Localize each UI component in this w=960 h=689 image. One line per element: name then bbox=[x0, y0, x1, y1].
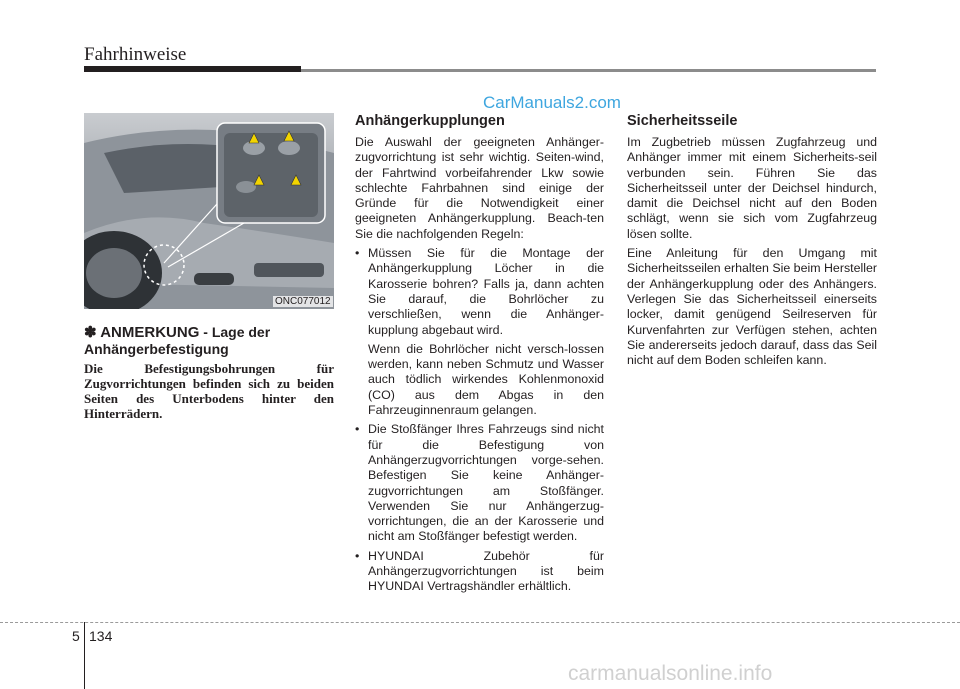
site-watermark-bottom: carmanualsonline.info bbox=[568, 662, 773, 685]
section-title: Anhängerkupplungen bbox=[355, 113, 505, 129]
bullet-item bbox=[355, 422, 604, 544]
bullet-icon: • bbox=[355, 548, 360, 563]
bullet-text: Müssen Sie für die Montage der Anhängerkupplung Löcher in die Karosserie bohren? Falls ja, dann achten Sie darauf, die Bohrlöcher zu verschließen, wenn die Anhänger-kupplung abgebaut wird. bbox=[368, 246, 604, 337]
bullet-item bbox=[355, 549, 604, 595]
figure-code: ONC077012 bbox=[275, 296, 331, 307]
bullet-icon: • bbox=[355, 422, 360, 437]
note-subtitle: - Lage der Anhängerbefestigung bbox=[84, 324, 271, 357]
bullet-text: HYUNDAI Zubehör für Anhängerzugvorrichtungen ist beim HYUNDAI Vertragshändler erhältlich. bbox=[368, 548, 604, 594]
section-intro: Die Auswahl der geeigneten Anhänger-zugvorrichtung ist sehr wichtig. Seiten-wind, der Fahrtwind vorbeifahrender Lkw sowie schlechte Fahrbahnen sind einige der Gründe für die Notwendigkeit einer geeigneten Anhängerkupplung. Beach-ten Sie die nachfolgenden Regeln: bbox=[355, 135, 604, 241]
note-title: ANMERKUNG bbox=[100, 324, 200, 341]
note-symbol-icon: ✽ bbox=[84, 324, 97, 341]
chapter-number: 5 bbox=[72, 628, 80, 644]
bullet-text: Die Stoßfänger Ihres Fahrzeugs sind nicht für die Befestigung von Anhängerzugvorrichtungen vorge-sehen. Befestigen Sie keine Anhänger-zugvorrichtungen am Stoßfänger. Verwenden Sie nur Anhängerzug-vorrichtungen, die an der Karosserie und nicht am Stoßfänger befestigt werden. bbox=[368, 422, 604, 544]
header-rule-dark bbox=[84, 66, 301, 72]
bullet-icon: • bbox=[355, 246, 360, 261]
section-anhaengerkupplungen bbox=[355, 113, 604, 599]
section-sicherheitsseile bbox=[627, 113, 877, 372]
bullet-item bbox=[355, 246, 604, 338]
footer-rule bbox=[0, 622, 960, 623]
page-number: 134 bbox=[89, 628, 113, 644]
paragraph: Im Zugbetrieb müssen Zugfahrzeug und Anhänger immer mit einem Sicherheits-seil verbunden sein. Führen Sie das Sicherheitsseil unter der Deichsel hindurch, damit die Deichsel nicht auf den Boden schlägt, wenn sie sich vom Zugfahrzeug lösen sollte. bbox=[627, 135, 877, 241]
footer-divider bbox=[84, 622, 85, 689]
section-title: Sicherheitsseile bbox=[627, 113, 738, 129]
car-rear-drawing bbox=[84, 113, 334, 309]
site-watermark-top: CarManuals2.com bbox=[483, 93, 621, 112]
vehicle-rear-illustration bbox=[84, 113, 334, 309]
note-heading bbox=[84, 324, 334, 358]
bullet-continuation bbox=[355, 342, 604, 418]
bullet-continuation-text: Wenn die Bohrlöcher nicht versch-lossen werden, kann neben Schmutz und Wasser auch tödlich wirkendes Kohlenmonoxid (CO) aus dem Abgas in den Fahrzeuginnenraum gelangen. bbox=[368, 341, 604, 418]
running-header: Fahrhinweise bbox=[84, 44, 187, 65]
paragraph: Eine Anleitung für den Umgang mit Sicherheitsseilen erhalten Sie beim Hersteller der Anhängerkupplung oder des Anhängers. Verlegen Sie das Sicherheitsseil einerseits locker, damit genügend Seilreserven für Kurvenfahrten zur Verfügen stehen, achten Sie andererseits jedoch darauf, dass das Seil nicht auf dem Boden schleifen kann. bbox=[627, 246, 877, 368]
note-body: Die Befestigungsbohrungen für Zugvorrichtungen befinden sich zu beiden Seiten des Unterbodens hinter den Hinterrädern. bbox=[84, 361, 334, 421]
header-rule-gray bbox=[301, 69, 876, 72]
